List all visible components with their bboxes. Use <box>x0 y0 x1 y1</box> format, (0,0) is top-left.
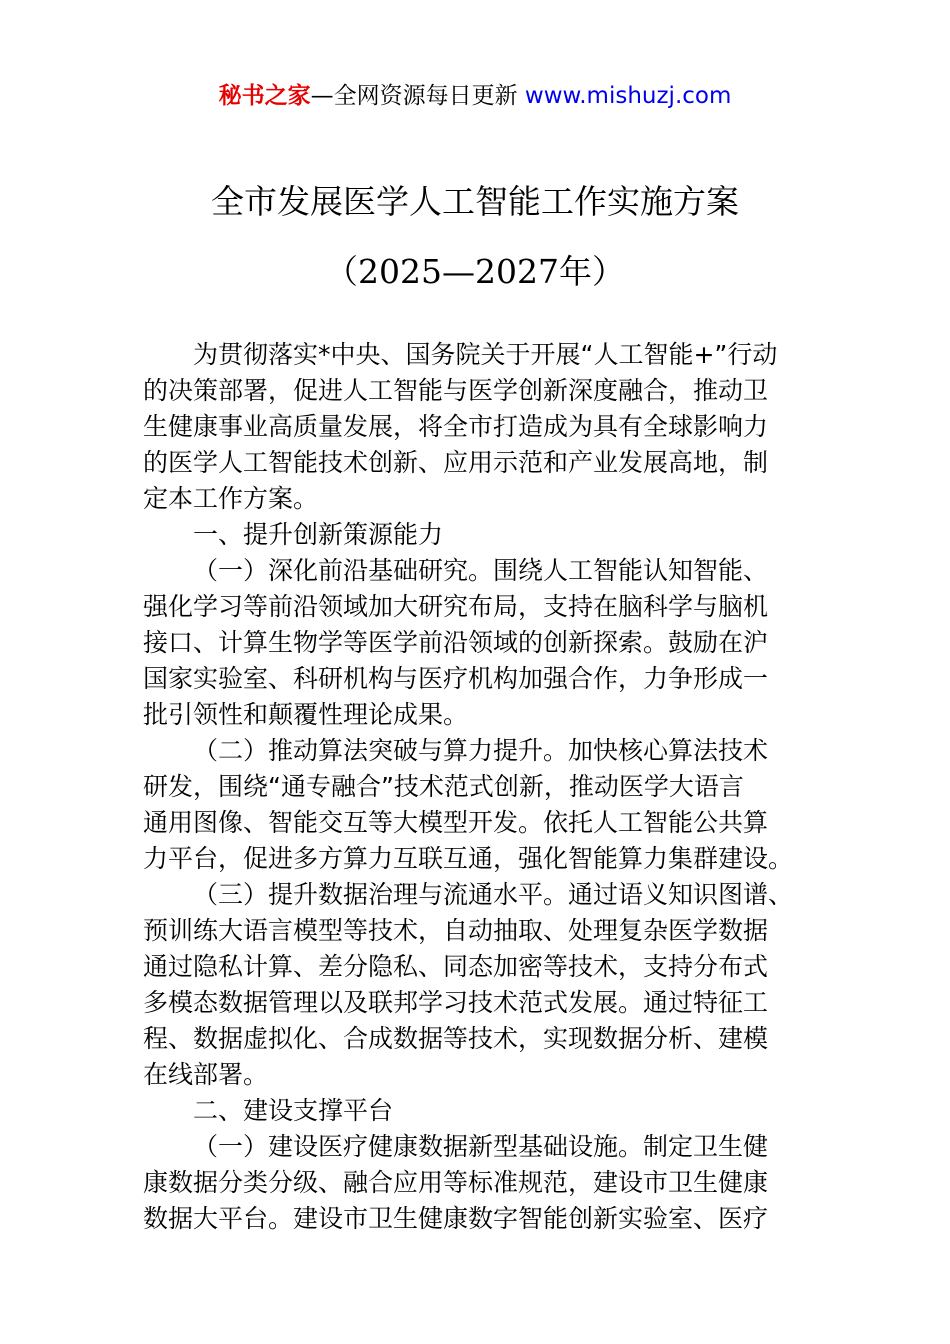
text-line: 在线部署。 <box>143 1060 269 1089</box>
text-line: 强化学习等前沿领域加大研究布局，支持在脑科学与脑机 <box>143 592 769 621</box>
text-line: 康数据分类分级、融合应用等标准规范，建设市卫生健康 <box>143 1168 769 1197</box>
text-line: 国家实验室、科研机构与医疗机构加强合作，力争形成一 <box>143 664 769 693</box>
text-line: 程、数据虚拟化、合成数据等技术，实现数据分析、建模 <box>143 1024 769 1053</box>
document-subtitle: （2025—2027年） <box>325 252 625 291</box>
text-line: （一）建设医疗健康数据新型基础设施。制定卫生健 <box>193 1132 769 1161</box>
document-body <box>143 337 807 1237</box>
text-line: 批引领性和颠覆性理论成果。 <box>143 700 469 729</box>
text-line: 一、提升创新策源能力 <box>193 520 444 549</box>
document-title: 全市发展医学人工智能工作实施方案 <box>211 182 739 221</box>
text-line: 多模态数据管理以及联邦学习技术范式发展。通过特征工 <box>143 988 769 1017</box>
text-line: （二）推动算法突破与算力提升。加快核心算法技术 <box>193 736 769 765</box>
text-line: 二、建设支撑平台 <box>193 1096 394 1125</box>
header-tagline: —全网资源每日更新 <box>310 83 525 109</box>
brand-name: 秘书之家 <box>218 83 311 109</box>
text-line: （三）提升数据治理与流通水平。通过语义知识图谱、 <box>193 880 794 909</box>
text-line: 接口、计算生物学等医学前沿领域的创新探索。鼓励在沪 <box>143 628 769 657</box>
text-line: 力平台，促进多方算力互联互通，强化智能算力集群建设。 <box>143 844 794 873</box>
text-line: 定本工作方案。 <box>143 484 319 513</box>
text-line: 通过隐私计算、差分隐私、同态加密等技术，支持分布式 <box>143 952 769 981</box>
text-line: 预训练大语言模型等技术，自动抽取、处理复杂医学数据 <box>143 916 769 945</box>
text-line: 通用图像、智能交互等大模型开发。依托人工智能公共算 <box>143 808 769 837</box>
text-line: 研发，围绕“通专融合”技术范式创新，推动医学大语言 <box>143 772 744 801</box>
site-url[interactable]: www.mishuzj.com <box>524 83 732 109</box>
text-line: 的决策部署，促进人工智能与医学创新深度融合，推动卫 <box>143 376 769 405</box>
text-line: 数据大平台。建设市卫生健康数字智能创新实验室、医疗 <box>143 1204 769 1233</box>
text-line: 的医学人工智能技术创新、应用示范和产业发展高地，制 <box>143 448 769 477</box>
text-line: 生健康事业高质量发展，将全市打造成为具有全球影响力 <box>143 412 769 441</box>
text-line: （一）深化前沿基础研究。围绕人工智能认知智能、 <box>193 556 769 585</box>
site-header <box>0 80 950 112</box>
text-line: 为贯彻落实*中央、国务院关于开展“人工智能+”行动 <box>193 340 778 369</box>
